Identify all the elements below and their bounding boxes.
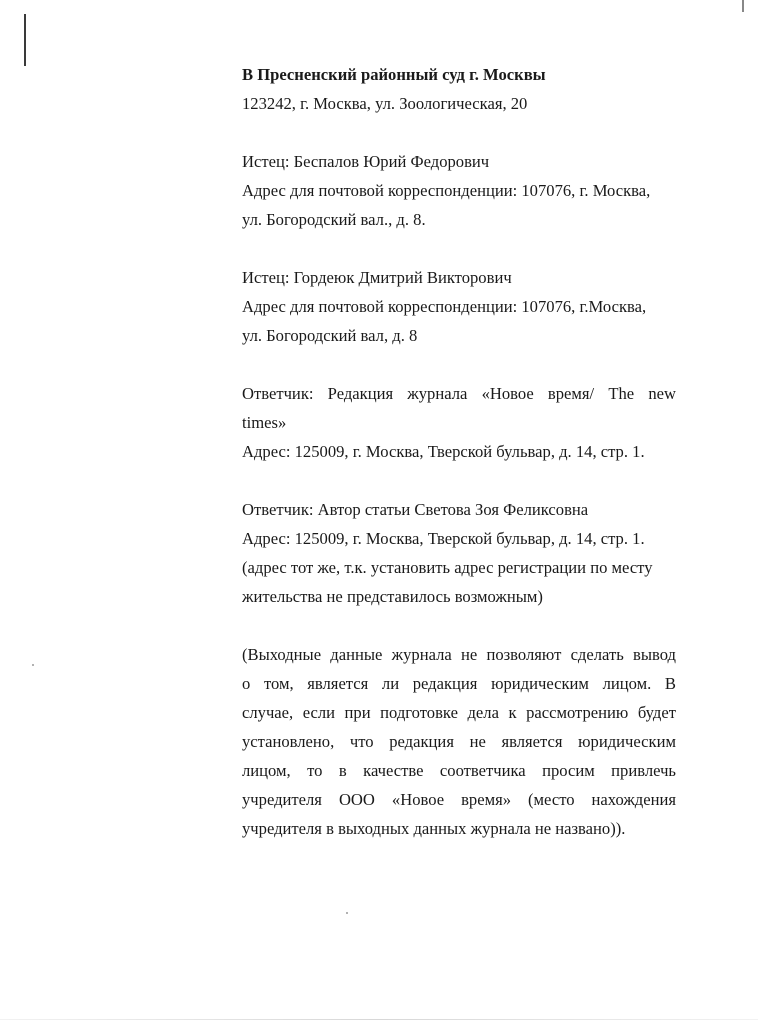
defendant-2-note-line1: (адрес тот же, т.к. установить адрес регистрации по месту [242,558,653,577]
defendant-2-address: Адрес: 125009, г. Москва, Тверской бульвар, д. 14, стр. 1. [242,529,645,548]
remark-line: учредителя ООО «Новое время» (место нахождения [242,790,676,809]
scan-speck [32,664,34,666]
document-header [242,60,676,843]
scan-bottom-edge [0,1019,758,1020]
remark-block [242,640,676,843]
scan-margin-mark [24,14,26,66]
plaintiff-2-address-line2: ул. Богородский вал, д. 8 [242,326,418,345]
defendant-1-address: Адрес: 125009, г. Москва, Тверской бульвар, д. 14, стр. 1. [242,442,645,461]
remark-line: лицом, то в качестве соответчика просим привлечь [242,761,676,780]
remark-line: (Выходные данные журнала не позволяют сделать вывод [242,645,676,664]
defendant-1-block [242,379,676,466]
court-block [242,60,676,118]
defendant-1-name-line1: Ответчик: Редакция журнала «Новое время/ The new [242,384,676,403]
remark-line: случае, если при подготовке дела к рассмотрению будет [242,703,676,722]
defendant-2-block [242,495,676,611]
remark-line: о том, является ли редакция юридическим лицом. В [242,674,676,693]
court-name: В Пресненский районный суд г. Москвы [242,65,546,84]
scan-speck [346,912,348,914]
court-address: 123242, г. Москва, ул. Зоологическая, 20 [242,94,528,113]
plaintiff-1-address-line2: ул. Богородский вал., д. 8. [242,210,426,229]
plaintiff-1-name: Истец: Беспалов Юрий Федорович [242,152,490,171]
plaintiff-2-address-line1: Адрес для почтовой корреспонденции: 107076, г.Москва, [242,297,647,316]
defendant-1-name-line2: times» [242,413,287,432]
remark-line: установлено, что редакция не является юридическим [242,732,676,751]
plaintiff-1-address-line1: Адрес для почтовой корреспонденции: 107076, г. Москва, [242,181,651,200]
plaintiff-2-block [242,263,676,350]
defendant-2-note-line2: жительства не представилось возможным) [242,587,543,606]
remark-line: учредителя в выходных данных журнала не названо)). [242,819,626,838]
plaintiff-2-name: Истец: Гордеюк Дмитрий Викторович [242,268,512,287]
plaintiff-1-block [242,147,676,234]
defendant-2-name: Ответчик: Автор статьи Светова Зоя Феликсовна [242,500,589,519]
scan-corner-mark [742,0,744,12]
